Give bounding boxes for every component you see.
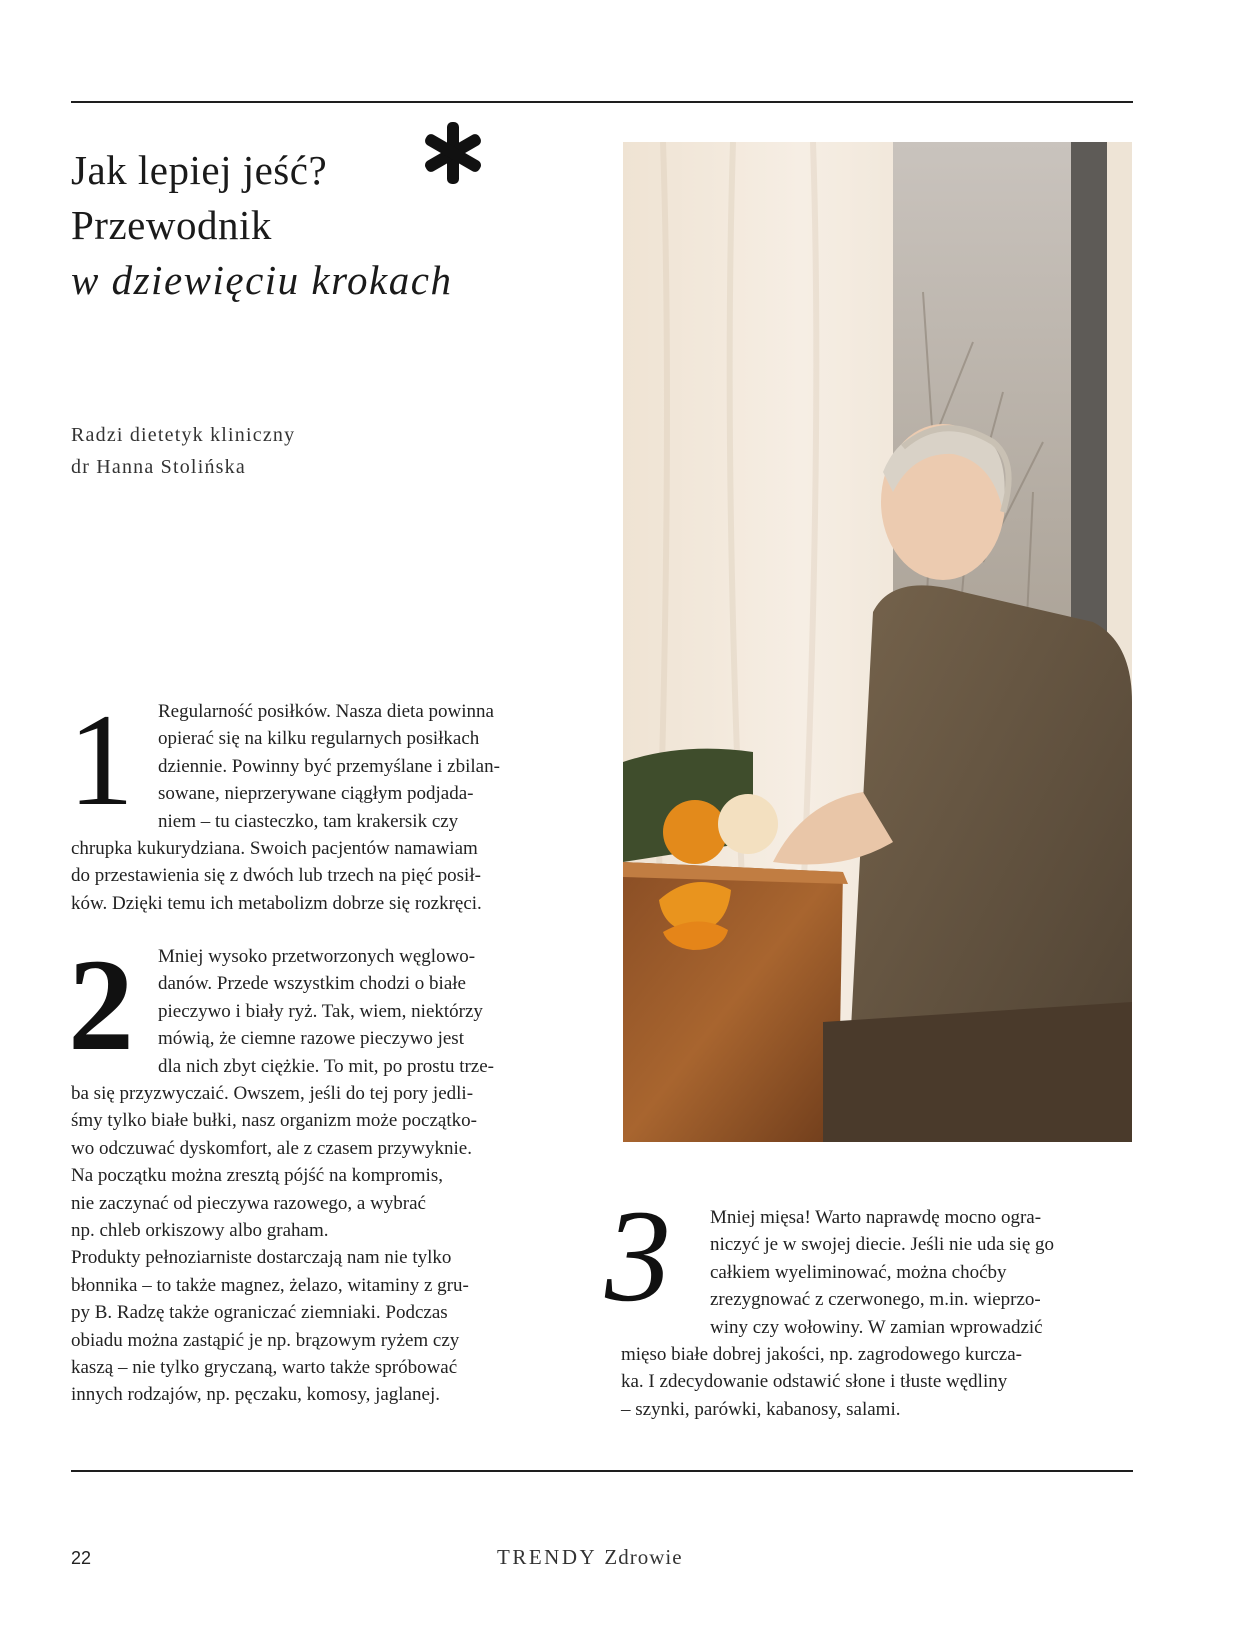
step-1-full-text (71, 835, 482, 917)
step-1-line: ków. Dzięki temu ich metabolizm dobrze się rozkręci. (71, 892, 482, 914)
step-number-1: 1 (68, 686, 134, 833)
magazine-brand (497, 1545, 683, 1570)
step-2-line: Na początku można zresztą pójść na kompromis, (71, 1165, 443, 1187)
step-3-line: ka. I zdecydowanie odstawić słone i tłuste wędliny (621, 1371, 1008, 1393)
bottom-rule (71, 1470, 1133, 1472)
title-line-3: w dziewięciu krokach (71, 257, 453, 303)
woman-peeling-orange-photo (623, 142, 1132, 1142)
step-3-line: Mniej mięsa! Warto naprawdę mocno ogra- (710, 1207, 1042, 1228)
step-3-line: – szynki, parówki, kabanosy, salami. (621, 1398, 901, 1420)
page-number: 22 (71, 1548, 92, 1568)
step-1-line: sowane, nieprzerywane ciągłym podjada- (158, 783, 474, 805)
step-3-line: zrezygnować z czerwonego, m.in. wieprzo- (710, 1289, 1041, 1311)
asterisk-icon (418, 118, 488, 188)
article-title (71, 143, 452, 308)
step-2-line: Mniej wysoko przetworzonych węglowo- (158, 946, 476, 967)
magazine-name: TRENDY (497, 1545, 598, 1569)
step-3-line: winy czy wołowiny. W zamian wprowadzić (710, 1316, 1043, 1338)
step-2-line: py B. Radzę także ograniczać ziemniaki. Podczas (71, 1302, 448, 1324)
step-1-line: opierać się na kilku regularnych posiłkach (158, 728, 480, 750)
step-3-full-text (621, 1341, 1022, 1423)
step-2-indented-text (158, 943, 494, 1080)
step-1-line: dziennie. Powinny być przemyślane i zbilan- (158, 755, 500, 777)
byline (71, 419, 295, 483)
step-2-line: błonnika – to także magnez, żelazo, witaminy z gru- (71, 1274, 469, 1296)
top-rule (71, 101, 1133, 103)
step-1-line: chrupka kukurydziana. Swoich pacjentów namawiam (71, 838, 478, 859)
step-2-line: ba się przyzwyczaić. Owszem, jeśli do tej pory jedli- (71, 1083, 474, 1104)
step-2-line: mówią, że ciemne razowe pieczywo jest (158, 1028, 464, 1050)
step-2-line: kaszą – nie tylko gryczaną, warto także spróbować (71, 1357, 458, 1379)
article-photo (623, 142, 1132, 1142)
step-number-2: 2 (68, 931, 134, 1078)
step-3-line: niczyć je w swojej diecie. Jeśli nie uda się go (710, 1234, 1055, 1256)
step-2-full-text (71, 1080, 477, 1409)
step-1-line: Regularność posiłków. Nasza dieta powinna (158, 701, 494, 722)
magazine-section: Zdrowie (604, 1545, 683, 1569)
step-2-line: danów. Przede wszystkim chodzi o białe (158, 973, 466, 995)
step-2-line: wo odczuwać dyskomfort, ale z czasem przywyknie. (71, 1137, 472, 1159)
step-2-line: śmy tylko białe bułki, nasz organizm może początko- (71, 1110, 477, 1132)
step-1-line: niem – tu ciasteczko, tam krakersik czy (158, 810, 459, 832)
step-2-line: pieczywo i biały ryż. Tak, wiem, niektórzy (158, 1000, 483, 1022)
step-2-line: obiadu można zastąpić je np. brązowym ryżem czy (71, 1329, 460, 1351)
step-2-line: dla nich zbyt ciężkie. To mit, po prostu trze- (158, 1055, 494, 1077)
step-1-line: do przestawienia się z dwóch lub trzech na pięć posił- (71, 865, 481, 887)
step-3-indented-text (710, 1204, 1054, 1341)
step-2-line: Produkty pełnoziarniste dostarczają nam nie tylko (71, 1247, 452, 1269)
step-2-line: innych rodzajów, np. pęczaku, komosy, jaglanej. (71, 1384, 440, 1406)
step-2-line: nie zaczynać od pieczywa razowego, a wybrać (71, 1192, 426, 1214)
title-line-2: Przewodnik (71, 202, 272, 248)
step-3-line: mięso białe dobrej jakości, np. zagrodowego kurcza- (621, 1344, 1022, 1365)
step-2-line: np. chleb orkiszowy albo graham. (71, 1220, 329, 1242)
step-1-indented-text (158, 698, 500, 835)
step-3-line: całkiem wyeliminować, można choćby (710, 1261, 1007, 1283)
byline-role: Radzi dietetyk kliniczny (71, 424, 296, 446)
byline-author: dr Hanna Stolińska (71, 456, 246, 478)
step-number-3: 3 (605, 1182, 671, 1329)
title-line-1: Jak lepiej jeść? (71, 147, 328, 193)
